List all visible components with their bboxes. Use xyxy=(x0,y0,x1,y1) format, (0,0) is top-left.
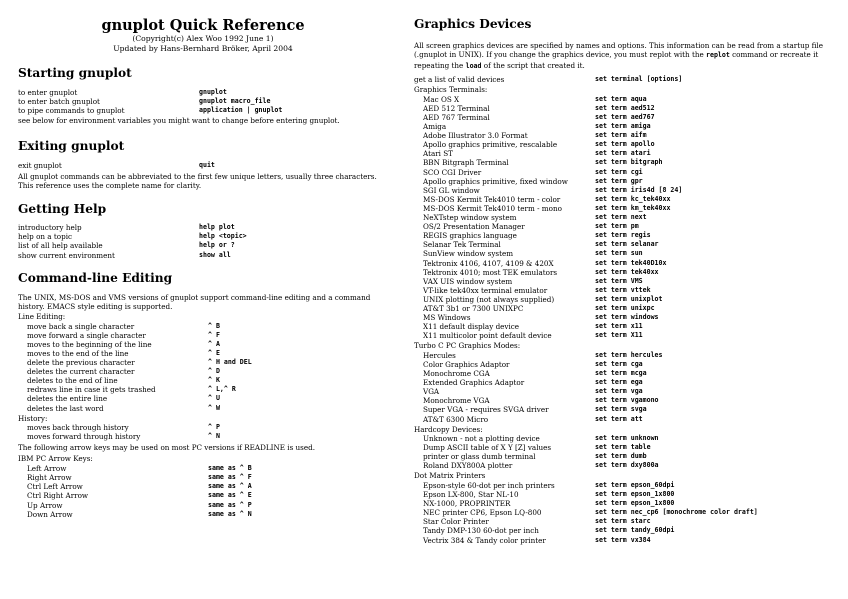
table-row: REGIS graphics language set term regis xyxy=(423,231,651,241)
table-row: Color Graphics Adaptor set term cga xyxy=(423,359,643,369)
device-groups xyxy=(414,85,838,544)
table-row: SunView window system set term sun xyxy=(423,249,643,259)
table-row: NEC printer CP6, Epson LQ-800 set term nec_cp6 [monochrome color draft] xyxy=(423,508,758,518)
table-row: move back a single character ^ B xyxy=(27,321,220,331)
table-row: Ctrl Left Arrow same as ^ A xyxy=(27,482,252,492)
line-editing-label: Line Editing: xyxy=(18,312,66,322)
table-row: MS Windows set term windows xyxy=(423,313,659,323)
table-row: deletes the last word ^ W xyxy=(27,403,220,413)
table-row: Apollo graphics primitive, fixed window set term gpr xyxy=(423,176,643,186)
starting-heading: Starting gnuplot xyxy=(18,66,132,80)
table-row: deletes to the end of line ^ K xyxy=(27,376,220,386)
table-row: MS-DOS Kermit Tek4010 term - mono set term km_tek40xx xyxy=(423,203,671,213)
table-row: exit gnuplot quit xyxy=(18,160,215,170)
table-row: Atari ST set term atari xyxy=(423,149,651,159)
table-row: show current environment show all xyxy=(18,250,231,260)
table-row: to pipe commands to gnuplot application | gnuplot xyxy=(18,106,283,116)
history-label: History: xyxy=(18,413,48,423)
table-row: MS-DOS Kermit Tek4010 term - color set term kc_tek40xx xyxy=(423,194,671,204)
right-column xyxy=(414,0,838,545)
history-table xyxy=(18,423,388,441)
table-row: redraws line in case it gets trashed ^ L,^ R xyxy=(27,385,236,395)
table-row: AED 767 Terminal set term aed767 xyxy=(423,113,655,122)
table-row: delete the previous character ^ H and DEL xyxy=(27,358,252,368)
table-row: moves back through history ^ P xyxy=(27,423,220,433)
table-row: Super VGA - requires SVGA driver set term svga xyxy=(423,405,647,415)
table-row: Vectrix 384 & Tandy color printer set term vx384 xyxy=(423,535,651,545)
table-row: Star Color Printer set term starc xyxy=(423,517,651,527)
help-table xyxy=(18,223,388,259)
device-group-label: Dot Matrix Printers xyxy=(414,471,486,481)
table-row: NX-1000, PROPRINTER set term epson_1x800 xyxy=(423,499,675,509)
table-row: Epson LX-800, Star NL-10 set term epson_1x800 xyxy=(423,490,675,500)
device-group-label: Graphics Terminals: xyxy=(414,85,488,95)
table-row: SCO CGI Driver set term cgi xyxy=(423,167,643,177)
table-row: Ctrl Right Arrow same as ^ E xyxy=(27,491,252,501)
table-row: UNIX plotting (not always supplied) set term unixplot xyxy=(423,294,663,304)
table-row: Left Arrow same as ^ B xyxy=(27,464,252,474)
table-row: Amiga set term amiga xyxy=(423,122,651,132)
table-row: Hercules set term hercules xyxy=(423,350,663,360)
table-row: deletes the entire line ^ U xyxy=(27,394,220,404)
table-row: AED 512 Terminal set term aed512 xyxy=(423,103,655,113)
table-row: moves to the end of the line ^ E xyxy=(27,349,220,359)
help-heading: Getting Help xyxy=(18,202,107,217)
table-row: Extended Graphics Adaptor set term ega xyxy=(423,378,643,388)
arrow-keys-table xyxy=(18,464,388,519)
table-row: deletes the current character ^ D xyxy=(27,367,220,377)
updated-line: Updated by Hans-Bernhard Bröker, April 2004 xyxy=(113,44,293,53)
exiting-table xyxy=(18,161,388,170)
list-devices-row: get a list of valid devices set terminal [options] xyxy=(414,75,683,85)
cmdline-heading: Command-line Editing xyxy=(18,270,173,285)
arrow-note: The following arrow keys may be used on most PC versions if READLINE is used. xyxy=(18,443,315,453)
left-column xyxy=(18,0,388,519)
table-row: Up Arrow same as ^ P xyxy=(27,500,252,510)
exiting-note: All gnuplot commands can be abbreviated to the first few unique letters, usually three characters. This reference uses the complete name for clarity. xyxy=(18,171,377,190)
graphics-heading: Graphics Devices xyxy=(414,17,532,31)
table-row: Dump ASCII table of X Y [Z] values set term table xyxy=(423,443,651,453)
table-row: to enter gnuplot gnuplot xyxy=(18,88,227,97)
table-row: introductory help help plot xyxy=(18,223,235,233)
table-row: SGI GL window set term iris4d [8 24] xyxy=(423,185,683,195)
table-row: Apollo graphics primitive, rescalable set term apollo xyxy=(423,140,655,150)
starting-note: see below for environment variables you might want to change before entering gnuplot. xyxy=(18,116,340,126)
table-row: list of all help available help or ? xyxy=(18,241,235,251)
table-row: Epson-style 60-dot per inch printers set term epson_60dpi xyxy=(423,480,675,490)
table-row: AT&T 6300 Micro set term att xyxy=(423,414,643,424)
table-row: X11 default display device set term x11 xyxy=(423,322,643,332)
table-row: moves forward through history ^ N xyxy=(27,432,220,442)
table-row: VT-like tek40xx terminal emulator set term vttek xyxy=(423,285,651,295)
page-title: gnuplot Quick Reference xyxy=(101,17,305,34)
table-row: move forward a single character ^ F xyxy=(27,330,220,340)
table-row: AT&T 3b1 or 7300 UNIXPC set term unixpc xyxy=(423,303,655,313)
table-row: help on a topic help <topic> xyxy=(18,232,247,242)
cmdline-intro: The UNIX, MS-DOS and VMS versions of gnuplot support command-line editing and a command history. EMACS style editing is supported. xyxy=(18,292,371,311)
table-row: Monochrome CGA set term mcga xyxy=(423,369,647,379)
line-editing-table xyxy=(18,322,388,413)
table-row: printer or glass dumb terminal set term dumb xyxy=(423,452,647,462)
table-row: moves to the beginning of the line ^ A xyxy=(27,339,220,349)
table-row: NeXTstep window system set term next xyxy=(423,213,647,223)
exiting-heading: Exiting gnuplot xyxy=(18,138,125,153)
copyright-line: (Copyright(c) Alex Woo 1992 June 1) xyxy=(132,34,274,43)
table-row: Tektronix 4106, 4107, 4109 & 420X set term tek40D10x xyxy=(423,258,667,268)
table-row: Tektronix 4010; most TEK emulators set term tek40xx xyxy=(423,267,659,277)
graphics-intro: All screen graphics devices are specified by names and options. This information can be read from a startup file (.gnuplot in UNIX). If you change the graphics device, you must replot with the replot command or recreate it repeating the load of the script that created it. xyxy=(414,41,823,70)
table-row: OS/2 Presentation Manager set term pm xyxy=(423,222,639,232)
table-row: X11 multicolor point default device set term X11 xyxy=(423,331,643,341)
table-row: Monochrome VGA set term vgamono xyxy=(423,396,659,406)
table-row: to enter batch gnuplot gnuplot macro_file xyxy=(18,97,271,107)
device-group-label: Turbo C PC Graphics Modes: xyxy=(414,341,521,351)
starting-table xyxy=(18,88,388,115)
device-group-label: Hardcopy Devices: xyxy=(414,424,483,434)
table-row: Unknown - not a plotting device set term unknown xyxy=(423,434,659,444)
table-row: Adobe Illustrator 3.0 Format set term aifm xyxy=(423,131,647,141)
table-row: Roland DXY800A plotter set term dxy800a xyxy=(423,461,659,471)
arrow-keys-label: IBM PC Arrow Keys: xyxy=(18,453,93,463)
table-row: Right Arrow same as ^ F xyxy=(27,473,252,483)
table-row: Tandy DMP-130 60-dot per inch set term tandy_60dpi xyxy=(423,526,675,536)
table-row: Down Arrow same as ^ N xyxy=(27,509,252,519)
table-row: Mac OS X set term aqua xyxy=(423,94,647,104)
table-row: VAX UIS window system set term VMS xyxy=(423,276,643,286)
table-row: BBN Bitgraph Terminal set term bitgraph xyxy=(423,158,663,168)
table-row: Selanar Tek Terminal set term selanar xyxy=(423,240,659,250)
table-row: VGA set term vga xyxy=(423,387,643,397)
